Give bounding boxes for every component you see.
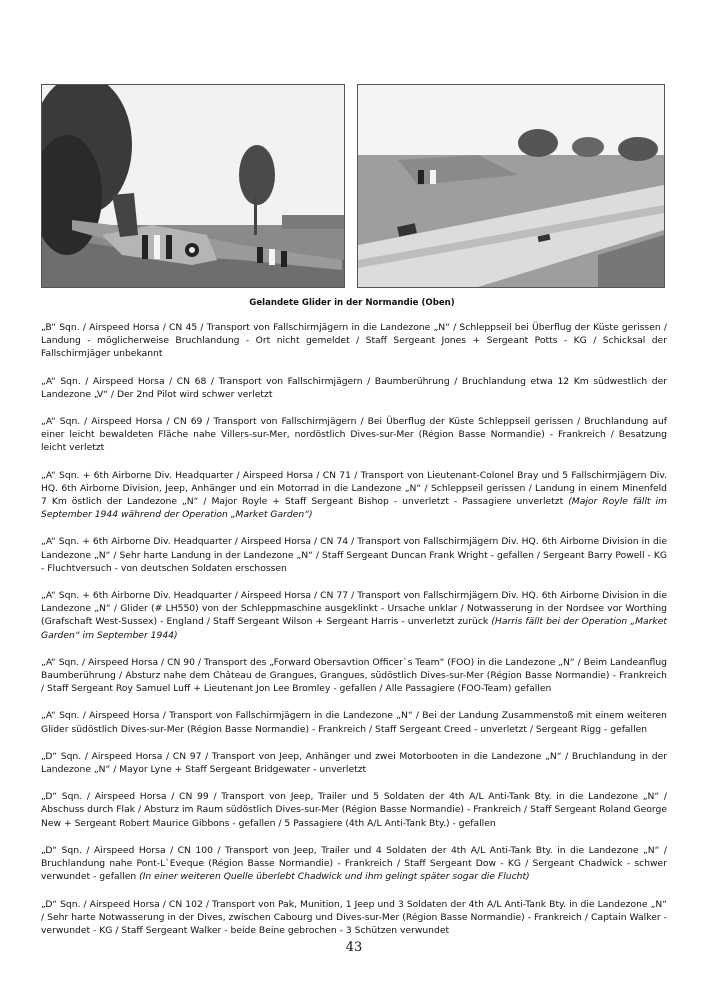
photo-landed-glider-right bbox=[357, 84, 665, 288]
glider-photo-right-image bbox=[358, 85, 664, 287]
photo-landed-glider-left bbox=[41, 84, 345, 288]
entry-cn97 bbox=[41, 750, 667, 776]
entry-cn69 bbox=[41, 415, 667, 455]
entry-note: (Harris fällt bei der Operation „Market Garden“ im September 1944) bbox=[41, 616, 668, 641]
entry-text: „D“ Sqn. / Airspeed Horsa / CN 99 / Transport von Jeep, Trailer und 5 Soldaten der 4th A/L Anti-Tank Bty. in die Landezone „N“ / Abschuss durch Flak / Absturz im Raum südöstlich Dives-sur-Mer (Région Basse Normandie) - Frankreich / Staff Sergeant Roland George New + Sergeant Robert Maurice Gibbons - gefallen / 5 Passagiere (4th A/L Anti-Tank Bty.) - gefallen bbox=[41, 791, 667, 829]
entry-cn71 bbox=[41, 469, 667, 522]
entry-text: „D“ Sqn. / Airspeed Horsa / CN 102 / Transport von Pak, Munition, 1 Jeep und 3 Soldaten der 4th A/L Anti-Tank Bty. in die Landezone „N“ / Sehr harte Notwasserung in der Dives, zwischen Cabourg und Dives-sur-Mer (Région Basse Normandie) - Frankreich / Captain Walker - verwundet - KG / Staff Sergeant Walker - beide Beine gebrochen - 3 Schützen verwundet bbox=[41, 898, 667, 936]
entry-cn102 bbox=[41, 898, 667, 938]
entry-text: „A“ Sqn. + 6th Airborne Div. Headquarter / Airspeed Horsa / CN 74 / Transport von Fallschirmjägern Div. HQ. 6th Airborne Division in die Landezone „N“ / Sehr harte Landung in der Landezone „N“ / Staff Sergeant Duncan Frank Wright - gefallen / Sergeant Barry Powell - KG - Fluchtversuch - von deutschen Soldaten erschossen bbox=[41, 536, 667, 574]
entry-cn100 bbox=[41, 844, 667, 884]
entry-text: „A“ Sqn. / Airspeed Horsa / CN 69 / Transport von Fallschirmjägern / Bei Überflug der Küste Schleppseil gerissen / Bruchlandung auf einer leicht bewaldeten Fläche nahe Villers-sur-Mer, nordöstlich Dives-sur-Mer (Région Basse Normandie) - Frankreich / Besatzung leicht verletzt bbox=[41, 416, 667, 454]
entry-text: „A“ Sqn. / Airspeed Horsa / Transport von Fallschirmjägern in die Landezone „N“ / Bei der Landung Zusammenstoß mit einem weiteren Glider südöstlich Dives-sur-Mer (Région Basse Normandie) - Frankreich / Staff Sergeant Creed - unverletzt / Sergeant Rigg - gefallen bbox=[41, 710, 667, 735]
entry-cn90 bbox=[41, 656, 667, 696]
entry-text: „A“ Sqn. / Airspeed Horsa / CN 90 / Transport des „Forward Obersavtion Officer`s Team“ (FOO) in die Landezone „N“ / Beim Landeanflug Baumberührung / Absturz nahe dem Château de Grangues, Grangues, südöstlich Dives-sur-Mer (Région Basse Normandie) - Frankreich / Staff Sergeant Roy Samuel Luff + Lieutenant Jon Lee Bromley - gefallen / Alle Passagiere (FOO-Team) gefallen bbox=[41, 656, 667, 695]
photo-caption: Gelandete Glider in der Normandie (Oben) bbox=[249, 298, 455, 308]
entry-text: „D“ Sqn. / Airspeed Horsa / CN 97 / Transport von Jeep, Anhänger und zwei Motorbooten in die Landezone „N“ / Bruchlandung in der Landezone „N“ / Mayor Lyne + Staff Sergeant Bridgewater - unverletzt bbox=[41, 750, 667, 776]
entry-text: „A“ Sqn. + 6th Airborne Div. Headquarter / Airspeed Horsa / CN 77 / Transport von Fallschirmjägern Div. HQ. 6th Airborne Division in die Landezone „N“ / Glider (# LH550) von der Schleppmaschine ausgeklinkt - Ursache unklar / Notwasserung in der Nordsee vor Worthing (Grafschaft West-Sussex) - England / Staff Sergeant Wilson + Sergeant Harris - unverletzt zurück bbox=[41, 590, 667, 628]
page-number: 43 bbox=[345, 940, 363, 955]
entry-text: „A“ Sqn. + 6th Airborne Div. Headquarter / Airspeed Horsa / CN 71 / Transport von Lieutenant-Colonel Bray und 5 Fallschirmjägern Div. HQ. 6th Airborne Division, Jeep, Anhänger und ein Motorrad in die Landezone „N“ / Schleppseil gerissen / Landung in einem Minenfeld 7 Km östlich der Landezone „N“ / Major Royle + Staff Sergeant Bishop - unverletzt - Passagiere unverletzt bbox=[41, 469, 667, 508]
entry-text: „A“ Sqn. / Airspeed Horsa / CN 68 / Transport von Fallschirmjägern / Baumberührung / Bruchlandung etwa 12 Km südwestlich der Landezone „V“ / Der 2nd Pilot wird schwer verletzt bbox=[41, 375, 667, 400]
glider-photo-left-image bbox=[42, 85, 344, 287]
entry-note: (Major Royle fällt im September 1944 während der Operation „Market Garden“) bbox=[41, 496, 668, 521]
entry-cn74 bbox=[41, 535, 667, 575]
entry-cn68 bbox=[41, 375, 667, 401]
entry-list bbox=[41, 321, 667, 951]
entry-text: „D“ Sqn. / Airspeed Horsa / CN 100 / Transport von Jeep, Trailer und 4 Soldaten der 4th A/L Anti-Tank Bty. in die Landezone „N“ / Bruchlandung nahe Pont-L`Eveque (Région Basse Normandie) - Frankreich / Staff Sergeant Dow - KG / Sergeant Chadwick - schwer verwundet - gefallen bbox=[41, 844, 667, 883]
entry-cn77 bbox=[41, 589, 667, 642]
entry-cn45 bbox=[41, 321, 667, 361]
entry-creed-rigg bbox=[41, 709, 667, 735]
entry-note: (In einer weiteren Quelle überlebt Chadwick und ihm gelingt später sogar die Flucht) bbox=[139, 871, 530, 883]
entry-text: „B“ Sqn. / Airspeed Horsa / CN 45 / Transport von Fallschirmjägern in die Landezone „N“ / Schleppseil bei Überflug der Küste gerissen / Landung - möglicherweise Bruchlandung - Ort nicht gemeldet / Staff Sergeant Jones + Sergeant Potts - KG / Schicksal der Fallschirmjäger unbekannt bbox=[41, 322, 667, 360]
entry-cn99 bbox=[41, 790, 667, 830]
